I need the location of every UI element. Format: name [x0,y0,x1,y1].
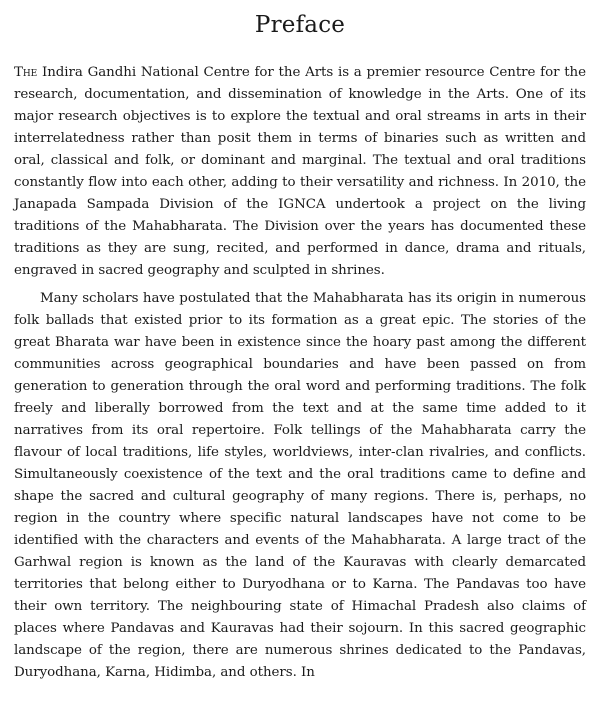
page-title: Preface [254,12,346,38]
paragraph-1-text: Indira Gandhi National Centre for the Arts is a premier resource Centre for the research, documentation, and dissemination of knowledge in the Arts. One of its major research objectives is to explore the textual and oral streams in arts in their interrelatedness rather than posit them in terms of binaries such as written and oral, classical and folk, or dominant and marginal. The textual and oral traditions constantly flow into each other, adding to their versatility and richness. In 2010, the Janapada Sampada Division of the IGNCA undertook a project on the living traditions of the Mahabharata. The Division over the years has documented these traditions as they are sung, recited, and performed in dance, drama and rituals, engraved in sacred geography and sculpted in shrines. [14,65,586,278]
paragraph-2 [14,288,586,684]
paragraph-1-lead: The [14,65,38,80]
document-page [14,0,586,684]
paragraph-2-text: Many scholars have postulated that the Mahabharata has its origin in numerous folk ballads that existed prior to its formation as a great epic. The stories of the great Bharata war have been in existence since the hoary past among the different communities across geographical boundaries and have been passed on from generation to generation through the oral word and performing traditions. The folk freely and liberally borrowed from the text and at the same time added to it narratives from its oral repertoire. Folk tellings of the Mahabharata carry the flavour of local traditions, life styles, worldviews, inter-clan rivalries, and conflicts. Simultaneously coexistence of the text and the oral traditions came to define and shape the sacred and cultural geography of many regions. There is, perhaps, no region in the country where specific natural landscapes have not come to be identified with the characters and events of the Mahabharata. A large tract of the Garhwal region is known as the land of the Kauravas with clearly demarcated territories that belong either to Duryodhana or to Karna. The Pandavas too have their own territory. The neighbouring state of Himachal Pradesh also claims of places where Pandavas and Kauravas had their sojourn. In this sacred geographic landscape of the region, there are numerous shrines dedicated to the Pandavas, Duryodhana, Karna, Hidimba, and others. In [14,291,586,680]
paragraph-1 [14,62,586,282]
